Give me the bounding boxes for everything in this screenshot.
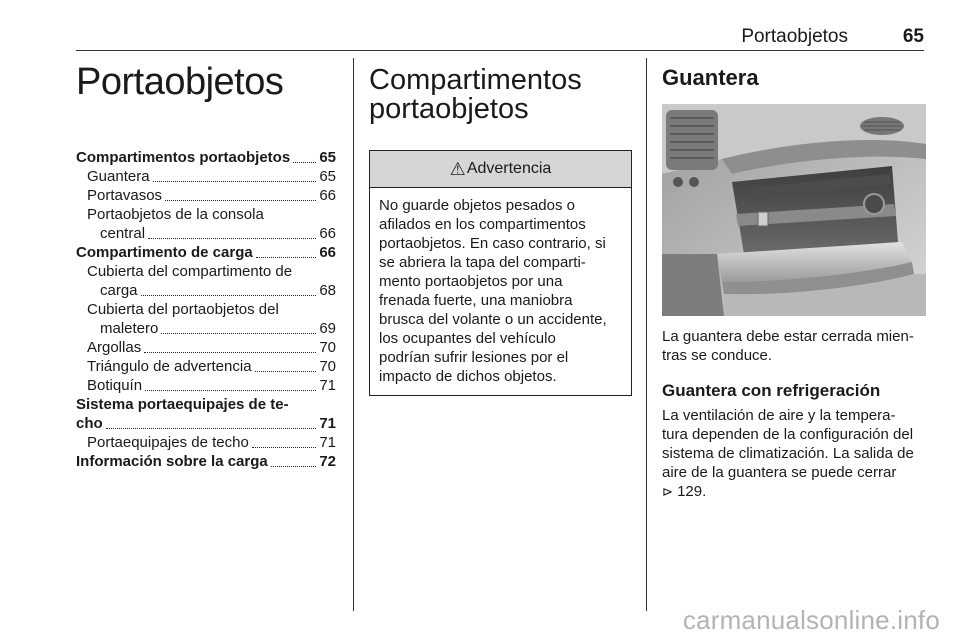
subsection-title: Guantera con refrigeración [662, 381, 881, 401]
toc-entry-label: carga [100, 281, 138, 299]
toc-entry[interactable] [76, 300, 336, 319]
toc-entry-label: maletero [100, 319, 159, 337]
toc-entry-label: Información sobre la carga [76, 452, 268, 470]
toc-entry-page: 66 [319, 224, 336, 242]
toc-entry-page: 71 [319, 414, 336, 432]
caption-line: La guantera debe estar cerrada mien- [662, 328, 914, 346]
section-title-line: Compartimentos [369, 64, 582, 96]
toc-entry[interactable] [76, 357, 336, 376]
toc-leader-dots [153, 181, 317, 182]
toc-entry-page: 71 [319, 433, 336, 451]
toc-entry-page: 68 [319, 281, 336, 299]
page-reference-icon: ⊳ [662, 484, 673, 500]
toc-entry-label: Botiquín [87, 376, 143, 394]
toc-entry[interactable] [76, 395, 336, 414]
toc-entry-page: 65 [319, 148, 336, 166]
toc-entry[interactable] [76, 414, 336, 433]
toc-entry[interactable] [76, 338, 336, 357]
toc-entry-label: Portavasos [87, 186, 163, 204]
toc-entry-label: Triángulo de advertencia [87, 357, 252, 375]
running-head-title: Portaobjetos [741, 26, 848, 47]
warning-line: los ocupantes del vehículo [379, 330, 556, 347]
warning-line: frenada fuerte, una maniobra [379, 292, 573, 309]
toc-entry-label: Cubierta del compartimento de [87, 262, 293, 280]
page-title: Portaobjetos [76, 61, 284, 103]
toc-entry-label: central [100, 224, 146, 242]
photo-caption [662, 327, 926, 365]
column-divider [353, 58, 354, 611]
toc-leader-dots [144, 352, 316, 353]
warning-heading: Advertencia [466, 160, 552, 177]
compartments-column [369, 58, 632, 396]
glovebox-photo [662, 104, 926, 316]
toc-entry[interactable] [76, 281, 336, 300]
toc-entry-page: 70 [319, 357, 336, 375]
toc-leader-dots [141, 295, 317, 296]
toc-leader-dots [148, 238, 316, 239]
section-title-line: portaobjetos [369, 93, 529, 125]
toc-entry[interactable] [76, 167, 336, 186]
warning-line: podrían sufrir lesiones por el [379, 349, 569, 366]
warning-line: se abriera la tapa del comparti- [379, 254, 586, 271]
toc-entry-label: Compartimentos portaobjetos [76, 148, 291, 166]
header-rule [76, 50, 924, 51]
warning-line: afilados en los compartimentos [379, 216, 586, 233]
toc-leader-dots [106, 428, 317, 429]
warning-header [370, 151, 631, 188]
toc-leader-dots [145, 390, 316, 391]
toc-entry[interactable] [76, 148, 336, 167]
caption-line: tras se conduce. [662, 347, 773, 365]
toc-entry[interactable] [76, 452, 336, 471]
toc-leader-dots [252, 447, 317, 448]
toc-entry-label: Portaobjetos de la consola [87, 205, 264, 223]
section-title [369, 66, 632, 124]
toc-entry-label: Guantera [87, 167, 150, 185]
warning-line: brusca del volante o un accidente, [379, 311, 607, 328]
toc-entry[interactable] [76, 224, 336, 243]
toc-entry[interactable] [76, 433, 336, 452]
warning-box [369, 150, 632, 396]
toc-entry-label: Sistema portaequipajes de te- [76, 395, 289, 413]
toc-entry-label: Cubierta del portaobjetos del [87, 300, 279, 318]
warning-text [370, 188, 631, 395]
warning-line: impacto de dichos objetos. [379, 368, 557, 385]
warning-line: mento portaobjetos por una [379, 273, 563, 290]
body-paragraph [662, 406, 926, 501]
toc-leader-dots [293, 162, 316, 163]
page-number: 65 [902, 26, 924, 47]
toc-entry-page: 71 [319, 376, 336, 394]
toc-leader-dots [256, 257, 317, 258]
toc-entry-page: 70 [319, 338, 336, 356]
toc-entry-page: 65 [319, 167, 336, 185]
table-of-contents [76, 148, 336, 471]
body-line: sistema de climatización. La salida de [662, 445, 914, 463]
toc-leader-dots [161, 333, 316, 334]
toc-entry[interactable] [76, 186, 336, 205]
warning-line: No guarde objetos pesados o [379, 197, 575, 214]
body-line: aire de la guantera se puede cerrar [662, 464, 897, 482]
toc-column [76, 58, 336, 471]
toc-entry[interactable] [76, 376, 336, 395]
toc-entry-page: 66 [319, 186, 336, 204]
toc-leader-dots [271, 466, 317, 467]
toc-entry-page: 72 [319, 452, 336, 470]
toc-entry-label: cho [76, 414, 103, 432]
toc-entry[interactable] [76, 205, 336, 224]
warning-line: portaobjetos. En caso contrario, si [379, 235, 606, 252]
toc-entry[interactable] [76, 243, 336, 262]
glovebox-column [662, 58, 926, 501]
warning-triangle-icon: ⚠ [449, 158, 466, 179]
toc-leader-dots [255, 371, 317, 372]
page-reference[interactable]: 129. [677, 483, 707, 501]
toc-leader-dots [165, 200, 316, 201]
toc-entry[interactable] [76, 262, 336, 281]
toc-entry-page: 66 [319, 243, 336, 261]
toc-entry-label: Argollas [87, 338, 142, 356]
watermark: carmanualsonline.info [682, 605, 940, 635]
toc-entry-label: Portaequipajes de techo [87, 433, 249, 451]
section-title: Guantera [662, 65, 759, 90]
toc-entry-page: 69 [319, 319, 336, 337]
toc-entry[interactable] [76, 319, 336, 338]
body-line: tura dependen de la configuración del [662, 426, 914, 444]
running-head [76, 26, 924, 50]
column-divider [646, 58, 647, 611]
toc-entry-label: Compartimento de carga [76, 243, 253, 261]
body-line: La ventilación de aire y la tempera- [662, 407, 896, 425]
